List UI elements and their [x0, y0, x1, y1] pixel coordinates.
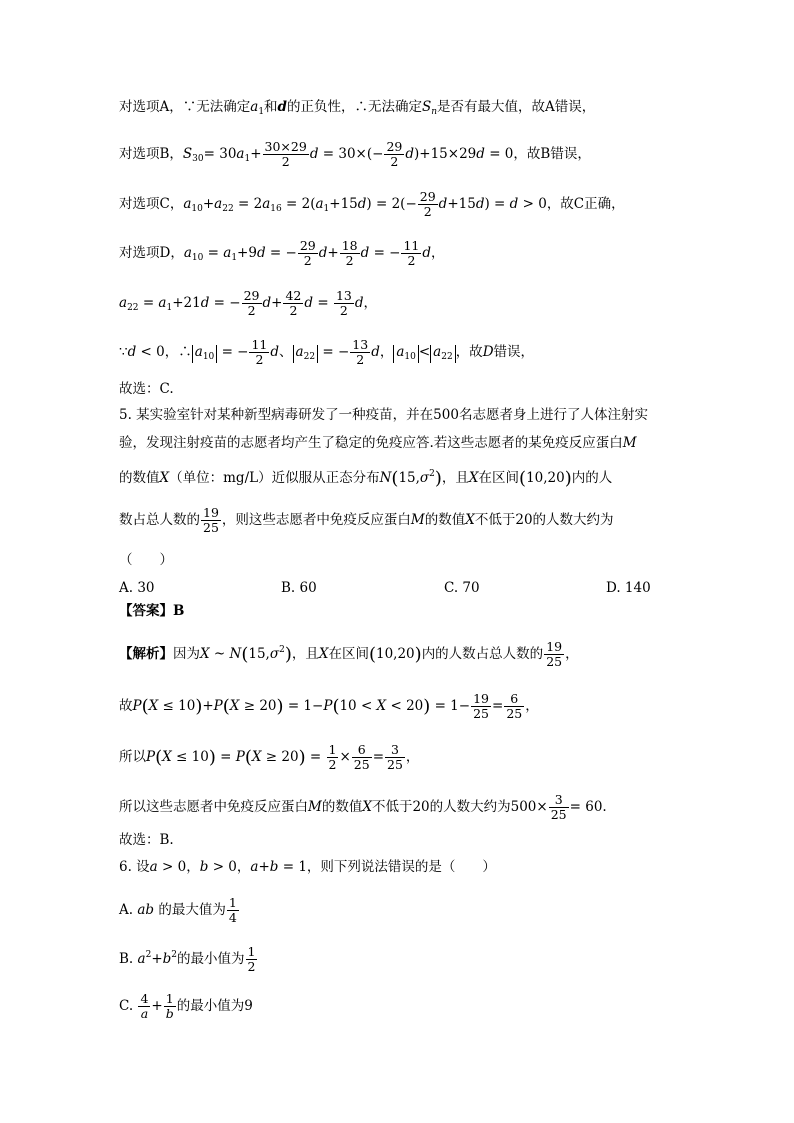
- fraction: $\frac{29}{2}$: [243, 288, 260, 318]
- q5-answer-paren: （ ）: [119, 552, 173, 568]
- q5-analysis-line1: 【解析】因为X ~ $N(15,\sigma^2)$，且X在区间(10,20)内的人数占总人数的 $\frac{19}{25}$ ，: [119, 639, 579, 669]
- q5-analysis-line3: 所以P(X ≤ 10) = P(X ≥ 20) = $\frac{1}{2}$ × $\frac{6}{25}$ = $\frac{3}{25}$ ，: [119, 742, 420, 772]
- fraction: $\frac{42}{2}$: [285, 288, 302, 318]
- q5-stem-line1: 5. 某实验室针对某种新型病毒研发了一种疫苗，并在500名志愿者身上进行了人体注射实: [119, 407, 648, 423]
- q5-choice: 故选：B.: [119, 832, 174, 848]
- fraction: $\frac{1}{2}$: [328, 742, 337, 772]
- fraction: $\frac{19}{25}$: [473, 691, 489, 721]
- q5-stem-line3: 的数值X（单位：mg/L）近似服从正态分布$N(15,\sigma^2)$，且X在区间(10,20)内的人: [119, 468, 613, 489]
- fraction: $\frac{1}{b}$: [165, 991, 174, 1021]
- q5-analysis-line4: 所以这些志愿者中免疫反应蛋白M的数值X不低于20的人数大约为500× $\frac{3}{25}$ = 60.: [119, 792, 607, 822]
- fraction: $\frac{19}{25}$: [203, 505, 219, 535]
- q4-choice: 故选：C.: [119, 381, 174, 397]
- fraction: $\frac{29}{2}$: [386, 139, 403, 169]
- option-b-analysis: 对选项B，$S_{30}= 30a_1+$ $\frac{30\times 29}{2}$ d = 30×(− $\frac{29}{2}$ d)+15×29d = 0，故B错误，: [119, 139, 591, 169]
- fraction: $\frac{13}{2}$: [352, 337, 369, 367]
- q5-option-d: D. 140: [606, 580, 651, 596]
- fraction: $\frac{11}{2}$: [251, 337, 268, 367]
- q5-stem-line4: 数占总人数的 $\frac{19}{25}$ ，则这些志愿者中免疫反应蛋白M的数值X不低于20的人数大约为: [119, 505, 614, 535]
- fraction: $\frac{13}{2}$: [335, 288, 352, 318]
- q6-option-a: A. ab 的最大值为 $\frac{1}{4}$: [119, 895, 237, 925]
- a22-expression: $a_{22} = a_1+21d$ = − $\frac{29}{2}$ d+ $\frac{42}{2}$ d = $\frac{13}{2}$ d，: [119, 288, 377, 318]
- q5-option-a: A. 30: [119, 580, 155, 596]
- fraction: $\frac{3}{25}$: [550, 792, 567, 822]
- q6-option-b: B. $a^2+b^2$的最小值为 $\frac{1}{2}$: [119, 944, 256, 974]
- fraction: $\frac{11}{2}$: [403, 238, 420, 268]
- option-c-analysis: 对选项C，$a_{10}+a_{22} = 2a_{16} = 2(a_1+15d) = 2(-$ $\frac{29}{2}$ d+15d) = d > 0，故C正确，: [119, 189, 625, 219]
- fraction: $\frac{29}{2}$: [419, 189, 436, 219]
- q6-stem: 6. 设a > 0，b > 0，a+b = 1，则下列说法错误的是（ ）: [119, 859, 496, 875]
- q6-option-c: C. $\frac{4}{a}$ + $\frac{1}{b}$ 的最小值为9: [119, 991, 253, 1021]
- abs-comparison: ∵d < 0，∴ $a_{10}$ = − $\frac{11}{2}$ d、 $a_{22}$ = − $\frac{13}{2}$ d， $a_{10} < a_{22}$ ，故D错误，: [119, 337, 535, 367]
- fraction: $\frac{19}{25}$: [546, 639, 563, 669]
- fraction: $\frac{4}{a}$: [140, 991, 149, 1021]
- fraction: $\frac{30\times 29}{2}$: [264, 139, 307, 169]
- q5-stem-line2: 验，发现注射疫苗的志愿者均产生了稳定的免疫应答.若这些志愿者的某免疫反应蛋白M: [119, 435, 637, 451]
- fraction: $\frac{1}{2}$: [247, 944, 256, 974]
- fraction: $\frac{18}{2}$: [341, 238, 358, 268]
- option-a-analysis: 对选项A，∵无法确定$a_1$和d的正负性，∴无法确定$S_n$是否有最大值，故A错误，: [119, 99, 596, 117]
- q5-option-c: C. 70: [444, 580, 480, 596]
- fraction: $\frac{1}{4}$: [228, 895, 237, 925]
- q5-answer: 【答案】B: [119, 603, 185, 619]
- q5-analysis-line2: 故P(X ≤ 10)+P(X ≥ 20) = 1−P(10 < X < 20) = 1− $\frac{19}{25}$ = $\frac{6}{25}$ ，: [119, 691, 539, 721]
- fraction: $\frac{29}{2}$: [299, 238, 316, 268]
- fraction: $\frac{3}{25}$: [387, 742, 403, 772]
- option-d-analysis: 对选项D，$a_{10} = a_1+9d$ = − $\frac{29}{2}$ d+ $\frac{18}{2}$ d = − $\frac{11}{2}$ d，: [119, 238, 445, 268]
- q5-option-b: B. 60: [281, 580, 317, 596]
- fraction: $\frac{6}{25}$: [506, 691, 523, 721]
- fraction: $\frac{6}{25}$: [353, 742, 370, 772]
